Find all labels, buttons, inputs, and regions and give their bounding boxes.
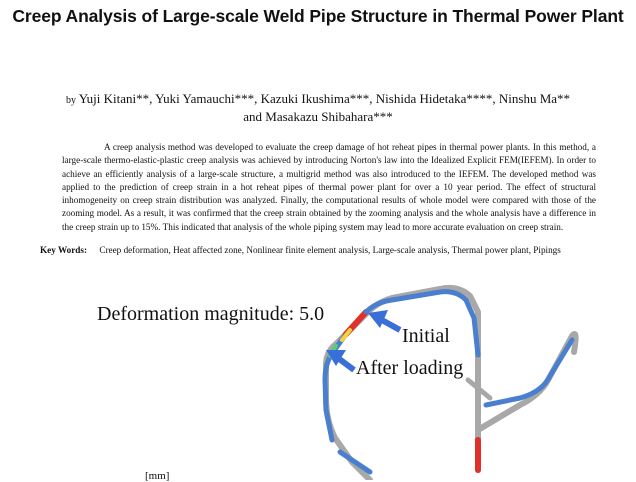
initial-arrow	[368, 310, 400, 330]
after-loading-label: After loading	[356, 357, 464, 379]
initial-label: Initial	[402, 325, 450, 347]
unit-label: [mm]	[145, 470, 170, 482]
abstract: A creep analysis method was developed to evaluate the creep damage of hot reheat pipes in thermal power plants. In this method, a large-scale thermo-elastic-plastic creep analysis was achieved by introducing Norton's law into the Idealized Explicit FEM(IEFEM). In order to achieve an efficiently analysis of a large-scale structure, a multigrid method was also introduced to the IEFEM. The developed method was applied to the prediction of creep strain in a hot reheat pipes of thermal power plant for over a 10 year period. The effect of structural inhomogeneity on creep strain distribution was analyzed. Finally, the computational results of whole model were compared with those of the zooming model. As a result, it was confirmed that the creep strain obtained by the zooming analysis and the whole analysis have a difference in the creep strain up to 15%. This indicated that analysis of the whole piping system may lead to more accurate evaluation on creep strain.	[62, 142, 596, 232]
deformed-pipe	[325, 292, 572, 472]
deformation-magnitude-label: Deformation magnitude: 5.0	[97, 303, 325, 325]
by-word: by	[65, 95, 76, 106]
author-line-2: and Masakazu Shibahara***	[243, 109, 393, 124]
paper-title: Creep Analysis of Large-scale Weld Pipe Structure in Thermal Power Plant	[12, 6, 624, 26]
authors-names-1: Yuji Kitani**, Yuki Yamauchi***, Kazuki Ikushima***, Nishida Hidetaka****, Ninshu Ma**	[78, 91, 571, 106]
keywords-list: Creep deformation, Heat affected zone, Nonlinear finite element analysis, Large-scale analysis, Thermal power plant, Pipings	[99, 245, 561, 255]
keywords-label: Key Words:	[40, 245, 88, 255]
